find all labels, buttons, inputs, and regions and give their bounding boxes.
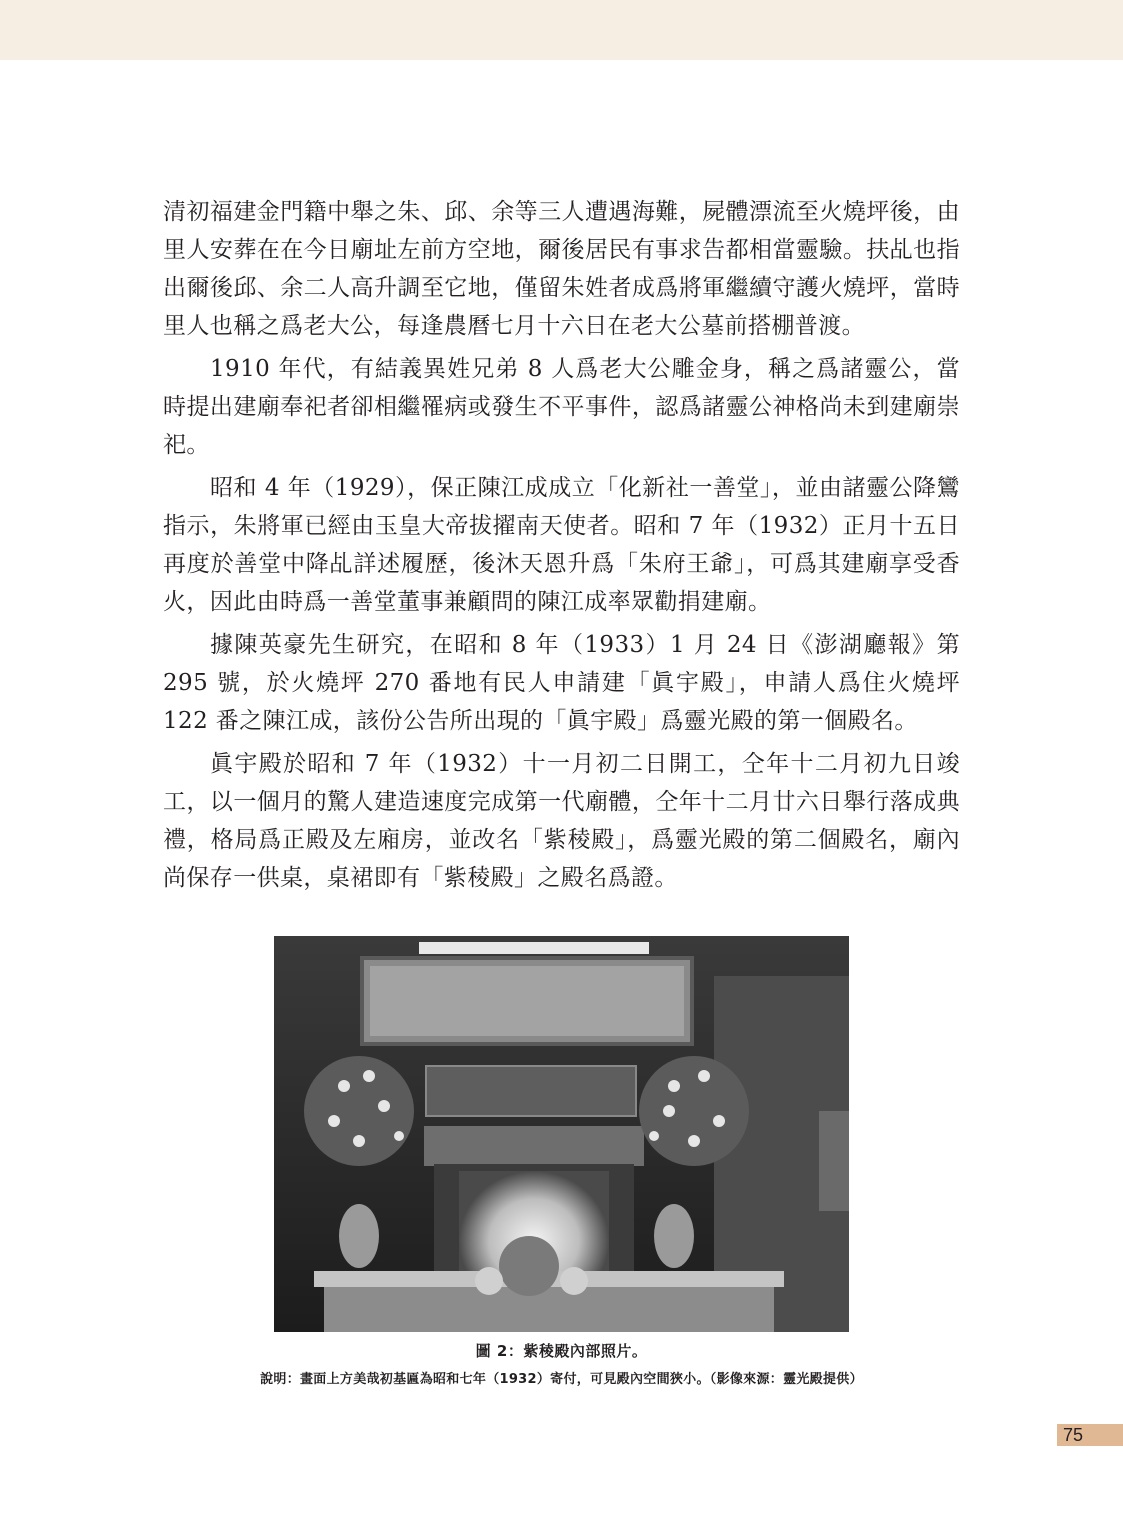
temple-interior-photo: [274, 936, 849, 1332]
paragraph-1: 清初福建金門籍中舉之朱、邱、余等三人遭遇海難，屍體漂流至火燒坪後，由里人安葬在在今日廟址左前方空地，爾後居民有事求告都相當靈驗。扶乩也指出爾後邱、余二人高升調至它地，僅留朱姓者成爲將軍繼續守護火燒坪，當時里人也稱之爲老大公，每逢農曆七月十六日在老大公墓前搭棚普渡。: [163, 199, 960, 339]
figure-caption: 圖 2：紫稜殿內部照片。: [475, 1342, 648, 1360]
article-body: [163, 193, 960, 902]
figure-note: 說明：畫面上方美哉初基匾為昭和七年（1932）寄付，可見殿內空間狹小。（影像來源：靈光殿提供）: [260, 1372, 863, 1387]
top-header-band: [0, 0, 1123, 60]
paragraph-3: 昭和 4 年（1929），保正陳江成成立「化新社一善堂」，並由諸靈公降鸞指示，朱將軍已經由玉皇大帝拔擢南天使者。昭和 7 年（1932）正月十五日再度於善堂中降乩詳述履歷，後沐天恩升爲「朱府王爺」，可爲其建廟享受香火，因此由時爲一善堂董事兼顧問的陳江成率眾勸捐建廟。: [163, 475, 960, 615]
page-number: 75: [1057, 1424, 1123, 1446]
paragraph-5: 眞宇殿於昭和 7 年（1932）十一月初二日開工，仝年十二月初九日竣工，以一個月的驚人建造速度完成第一代廟體，仝年十二月廿六日舉行落成典禮，格局爲正殿及左廂房，並改名「紫稜殿」，爲靈光殿的第二個殿名，廟內尚保存一供桌，桌裙即有「紫稜殿」之殿名爲證。: [163, 751, 960, 891]
paragraph-4: 據陳英豪先生研究，在昭和 8 年（1933）1 月 24 日《澎湖廳報》第 295 號，於火燒坪 270 番地有民人申請建「眞宇殿」，申請人爲住火燒坪 122 番之陳江成，該份公告所出現的「眞宇殿」爲靈光殿的第一個殿名。: [163, 632, 960, 734]
paragraph-2: 1910 年代，有結義異姓兄弟 8 人爲老大公雕金身，稱之爲諸靈公，當時提出建廟奉祀者卻相繼罹病或發生不平事件，認爲諸靈公神格尚未到建廟崇祀。: [163, 356, 960, 458]
